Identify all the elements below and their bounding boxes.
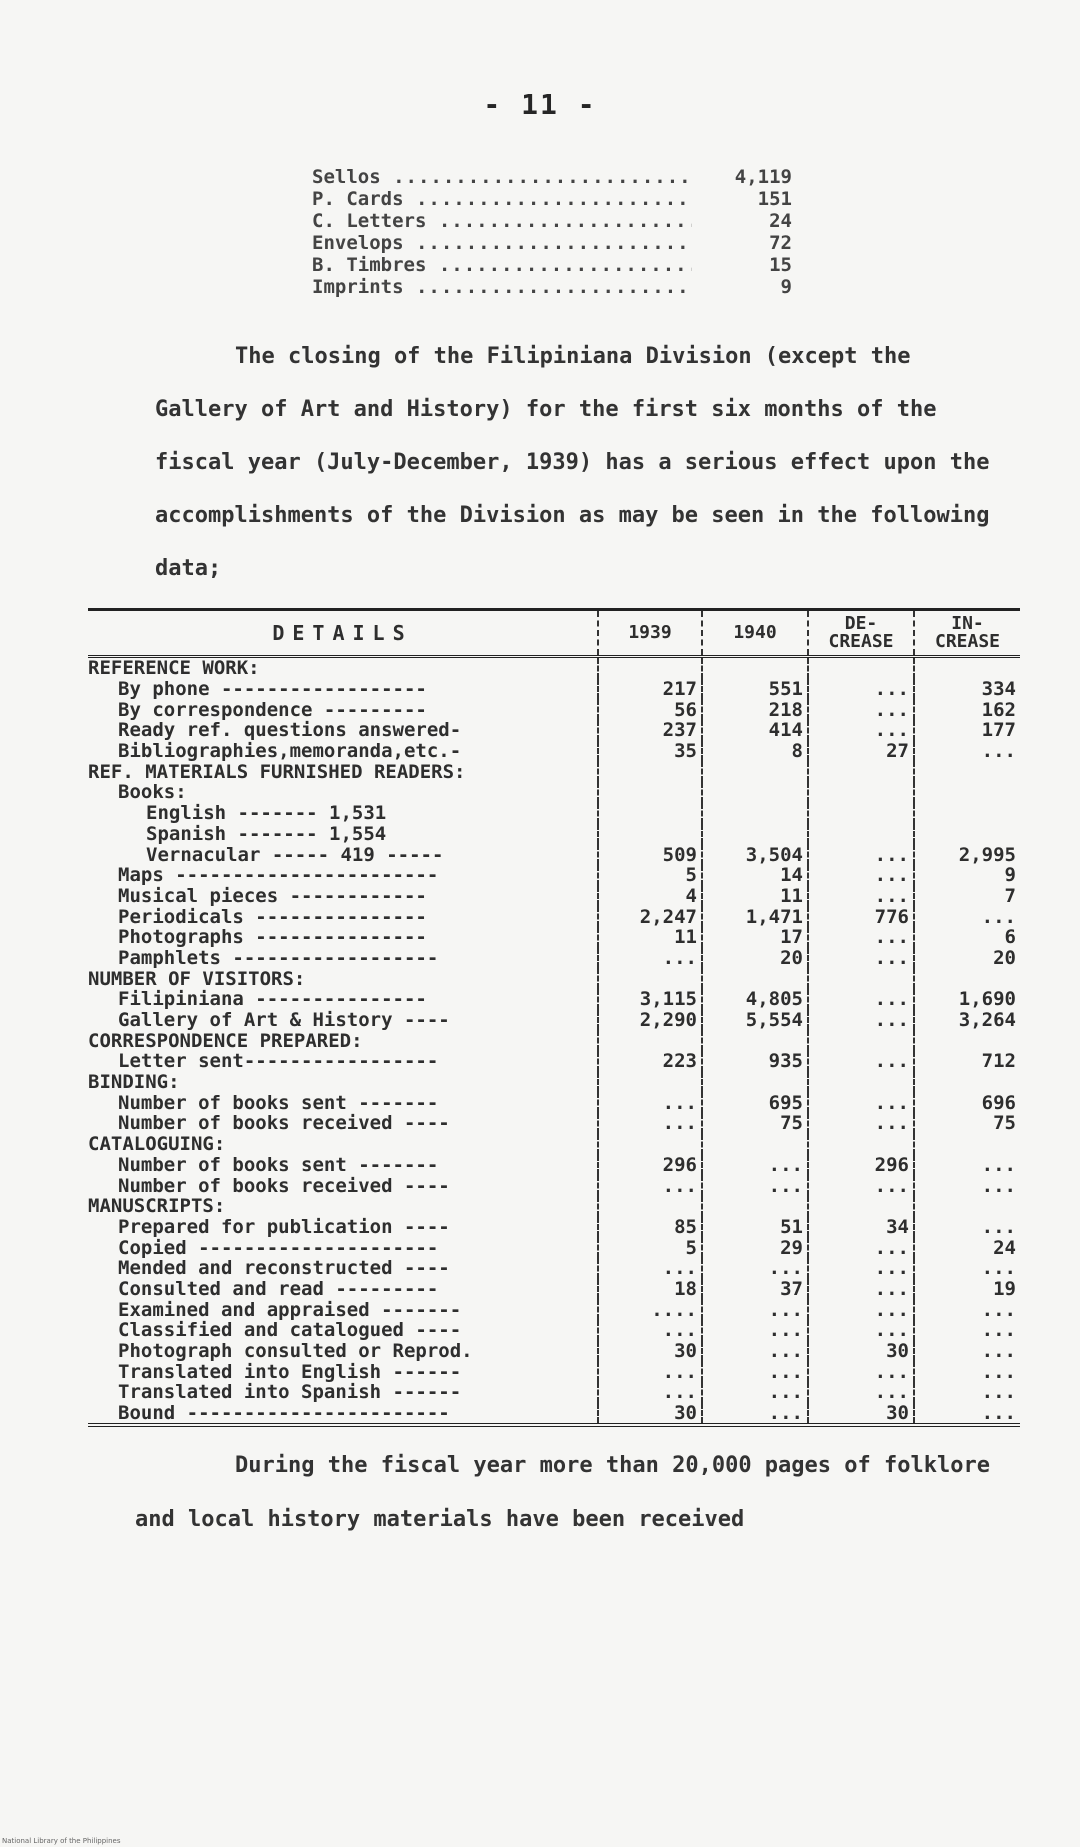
header-1940: 1940: [702, 610, 808, 657]
table-row: [88, 1258, 1020, 1279]
cell-decrease: ...: [808, 1175, 914, 1196]
cell-1939: 30: [598, 1403, 702, 1426]
table-row: [88, 1175, 1020, 1196]
inventory-label: P. Cards .....: [312, 188, 692, 210]
cell-1940: [702, 1134, 808, 1155]
cell-increase: ...: [914, 1217, 1020, 1238]
row-label: Letter sent-----------------: [118, 1051, 439, 1072]
cell-1939: [598, 657, 702, 679]
cell-1939: 11: [598, 927, 702, 948]
cell-increase: ...: [914, 1258, 1020, 1279]
cell-decrease: ...: [808, 1092, 914, 1113]
table-row: [88, 906, 1020, 927]
cell-1940: ...: [702, 1155, 808, 1176]
cell-decrease: ...: [808, 1051, 914, 1072]
cell-1939: [598, 1072, 702, 1093]
row-label: Bound -----------------------: [88, 1403, 598, 1426]
table-row: [88, 761, 1020, 782]
cell-1940: [702, 1072, 808, 1093]
cell-increase: ...: [914, 1320, 1020, 1341]
cell-1940: [702, 824, 808, 845]
cell-1939: 217: [598, 679, 702, 700]
cell-1940: 37: [702, 1279, 808, 1300]
inventory-value: 9: [780, 276, 792, 298]
cell-decrease: ...: [808, 720, 914, 741]
table-row: [88, 948, 1020, 969]
section-heading: CATALOGUING:: [88, 1133, 226, 1155]
header-increase: IN-CREASE: [914, 610, 1020, 657]
table-row: [88, 1072, 1020, 1093]
cell-1940: 414: [702, 720, 808, 741]
cell-decrease: [808, 824, 914, 845]
cell-increase: 75: [914, 1113, 1020, 1134]
cell-increase: [914, 968, 1020, 989]
row-label: Examined and appraised -------: [118, 1299, 462, 1320]
cell-1939: ...: [598, 948, 702, 969]
cell-1939: 2,247: [598, 906, 702, 927]
cell-decrease: [808, 1030, 914, 1051]
cell-1940: [702, 803, 808, 824]
cell-1939: 5: [598, 1237, 702, 1258]
section-heading: MANUSCRIPTS:: [88, 1195, 226, 1217]
row-label: Books:: [118, 782, 187, 803]
table-row: [88, 1196, 1020, 1217]
cell-increase: [914, 803, 1020, 824]
table-row: [88, 657, 1020, 679]
cell-1940: 695: [702, 1092, 808, 1113]
inventory-item: [312, 166, 792, 188]
row-label: Mended and reconstructed ----: [118, 1257, 450, 1279]
cell-increase: 162: [914, 699, 1020, 720]
cell-decrease: ...: [808, 1258, 914, 1279]
cell-increase: [914, 1196, 1020, 1217]
cell-decrease: ...: [808, 989, 914, 1010]
cell-1940: 1,471: [702, 906, 808, 927]
cell-decrease: 27: [808, 741, 914, 762]
cell-1939: 35: [598, 741, 702, 762]
table-row: [88, 1113, 1020, 1134]
cell-increase: ...: [914, 1341, 1020, 1362]
cell-1940: ...: [702, 1403, 808, 1426]
cell-1940: [702, 782, 808, 803]
cell-1940: 20: [702, 948, 808, 969]
cell-1939: 85: [598, 1217, 702, 1238]
cell-increase: 3,264: [914, 1010, 1020, 1031]
inventory-value: 24: [769, 210, 792, 232]
cell-1939: [598, 803, 702, 824]
table-row: [88, 803, 1020, 824]
row-label: Translated into English ------: [118, 1361, 462, 1383]
table-row: [88, 679, 1020, 700]
cell-increase: ...: [914, 906, 1020, 927]
cell-1939: 4: [598, 886, 702, 907]
cell-decrease: ...: [808, 1237, 914, 1258]
row-label: Number of books received ----: [118, 1175, 450, 1196]
cell-1940: 14: [702, 865, 808, 886]
cell-increase: 177: [914, 720, 1020, 741]
cell-1939: [598, 1030, 702, 1051]
header-decrease: DE-CREASE: [808, 610, 914, 657]
row-label: Filipiniana ---------------: [118, 989, 427, 1010]
table-row: [88, 1341, 1020, 1362]
cell-decrease: ...: [808, 1382, 914, 1403]
table-row: [88, 1134, 1020, 1155]
table-row: [88, 741, 1020, 762]
cell-1939: 2,290: [598, 1010, 702, 1031]
row-label: By phone ------------------: [118, 678, 427, 700]
inventory-item: [312, 210, 792, 232]
row-label: English ------- 1,531: [146, 802, 387, 824]
cell-1939: [598, 782, 702, 803]
cell-1939: [598, 1196, 702, 1217]
inventory-label: B. Timbres .....: [312, 254, 692, 276]
row-label: Ready ref. questions answered-: [118, 720, 462, 741]
section-heading: REF. MATERIALS FURNISHED READERS:: [88, 761, 466, 783]
section-heading: CORRESPONDENCE PREPARED:: [88, 1030, 363, 1052]
row-label: Number of books received ----: [118, 1113, 450, 1134]
cell-decrease: ...: [808, 1320, 914, 1341]
cell-decrease: ...: [808, 699, 914, 720]
table-row: [88, 1092, 1020, 1113]
cell-decrease: 30: [808, 1341, 914, 1362]
header-1939: 1939: [598, 610, 702, 657]
cell-increase: 712: [914, 1051, 1020, 1072]
cell-decrease: 776: [808, 906, 914, 927]
cell-increase: [914, 657, 1020, 679]
cell-1940: ...: [702, 1299, 808, 1320]
inventory-item: [312, 188, 792, 210]
cell-1940: 5,554: [702, 1010, 808, 1031]
cell-decrease: ...: [808, 679, 914, 700]
cell-1939: 509: [598, 844, 702, 865]
row-label: Number of books sent -------: [118, 1154, 439, 1176]
header-details: DETAILS: [88, 610, 598, 657]
cell-increase: [914, 824, 1020, 845]
table-row: [88, 1237, 1020, 1258]
cell-1939: [598, 968, 702, 989]
inventory-item: [312, 232, 792, 254]
cell-1940: 935: [702, 1051, 808, 1072]
page-number: - 11 -: [483, 88, 597, 121]
row-label: Prepared for publication ----: [118, 1216, 450, 1238]
inventory-label: Envelops .....: [312, 232, 692, 254]
cell-1940: 29: [702, 1237, 808, 1258]
table-row: [88, 1051, 1020, 1072]
cell-increase: 6: [914, 927, 1020, 948]
cell-decrease: ...: [808, 948, 914, 969]
cell-decrease: ...: [808, 927, 914, 948]
cell-decrease: 296: [808, 1155, 914, 1176]
cell-1940: 3,504: [702, 844, 808, 865]
cell-increase: ...: [914, 1175, 1020, 1196]
table-row: [88, 699, 1020, 720]
row-label: Photograph consulted or Reprod.: [118, 1340, 473, 1362]
cell-1939: 237: [598, 720, 702, 741]
cell-increase: [914, 782, 1020, 803]
table-row: [88, 1361, 1020, 1382]
table-header-row: [88, 610, 1020, 657]
table-row: [88, 782, 1020, 803]
cell-decrease: ...: [808, 1299, 914, 1320]
row-label: Number of books sent -------: [118, 1092, 439, 1114]
table-row: [88, 989, 1020, 1010]
cell-increase: 9: [914, 865, 1020, 886]
cell-1940: [702, 1030, 808, 1051]
cell-1939: ...: [598, 1113, 702, 1134]
section-heading: REFERENCE WORK:: [88, 657, 260, 679]
row-label: Translated into Spanish ------: [118, 1382, 462, 1403]
row-label: Periodicals ---------------: [118, 906, 427, 927]
cell-1939: 3,115: [598, 989, 702, 1010]
inventory-label: C. Letters .....: [312, 210, 692, 232]
cell-increase: [914, 761, 1020, 782]
table-row: [88, 720, 1020, 741]
cell-1939: ...: [598, 1361, 702, 1382]
table-row: [88, 1320, 1020, 1341]
inventory-item: [312, 254, 792, 276]
cell-1940: 551: [702, 679, 808, 700]
footer-credit: National Library of the Philippines: [2, 1837, 121, 1845]
cell-1940: 17: [702, 927, 808, 948]
inventory-value: 151: [757, 188, 792, 210]
cell-decrease: [808, 782, 914, 803]
table-row: [88, 865, 1020, 886]
cell-increase: 19: [914, 1279, 1020, 1300]
cell-increase: ...: [914, 1155, 1020, 1176]
cell-1940: 218: [702, 699, 808, 720]
table-row: [88, 1010, 1020, 1031]
cell-1940: 11: [702, 886, 808, 907]
table-row: [88, 1217, 1020, 1238]
cell-1939: [598, 761, 702, 782]
cell-1940: [702, 1196, 808, 1217]
cell-1940: ...: [702, 1175, 808, 1196]
cell-1939: [598, 824, 702, 845]
cell-decrease: ...: [808, 865, 914, 886]
cell-1939: ...: [598, 1258, 702, 1279]
inventory-list: [312, 166, 792, 298]
cell-1940: 51: [702, 1217, 808, 1238]
cell-decrease: [808, 968, 914, 989]
cell-decrease: [808, 803, 914, 824]
row-label: Copied ---------------------: [118, 1237, 439, 1258]
cell-increase: ...: [914, 1403, 1020, 1426]
cell-increase: 1,690: [914, 989, 1020, 1010]
cell-1939: ...: [598, 1175, 702, 1196]
cell-1939: 223: [598, 1051, 702, 1072]
cell-increase: ...: [914, 1382, 1020, 1403]
section-heading: NUMBER OF VISITORS:: [88, 968, 306, 989]
cell-increase: 696: [914, 1092, 1020, 1113]
table-row: [88, 1403, 1020, 1426]
cell-decrease: [808, 1196, 914, 1217]
cell-1940: [702, 657, 808, 679]
cell-1940: ...: [702, 1382, 808, 1403]
table-row: [88, 968, 1020, 989]
paragraph-closing-notice: The closing of the Filipiniana Division (except the Gallery of Art and History) for the first six months of the fiscal year (July-December, 1939) has a serious effect upon the accomplishments of the Division as may be seen in the following data;: [155, 344, 990, 581]
cell-decrease: [808, 1134, 914, 1155]
cell-1940: 75: [702, 1113, 808, 1134]
table-row: [88, 886, 1020, 907]
inventory-value: 4,119: [734, 166, 792, 188]
row-label: Classified and catalogued ----: [118, 1320, 462, 1341]
cell-decrease: 34: [808, 1217, 914, 1238]
cell-increase: ...: [914, 1361, 1020, 1382]
cell-1940: 8: [702, 741, 808, 762]
inventory-label: Sellos .....: [312, 166, 692, 188]
cell-decrease: ...: [808, 1279, 914, 1300]
table-row: [88, 1155, 1020, 1176]
cell-increase: 20: [914, 948, 1020, 969]
row-label: Photographs ---------------: [118, 926, 427, 948]
cell-increase: ...: [914, 741, 1020, 762]
cell-decrease: 30: [808, 1403, 914, 1426]
cell-1939: 296: [598, 1155, 702, 1176]
inventory-value: 72: [769, 232, 792, 254]
cell-1940: ...: [702, 1341, 808, 1362]
cell-1939: 5: [598, 865, 702, 886]
table-row: [88, 1299, 1020, 1320]
row-label: By correspondence ---------: [118, 699, 427, 721]
row-label: Consulted and read ---------: [118, 1278, 439, 1300]
table-row: [88, 1279, 1020, 1300]
cell-increase: ...: [914, 1299, 1020, 1320]
cell-decrease: ...: [808, 1010, 914, 1031]
cell-1940: [702, 761, 808, 782]
cell-decrease: ...: [808, 844, 914, 865]
inventory-value: 15: [769, 254, 792, 276]
cell-increase: [914, 1072, 1020, 1093]
row-label: Vernacular ----- 419 -----: [146, 844, 444, 865]
cell-increase: [914, 1134, 1020, 1155]
row-label: Pamphlets ------------------: [118, 947, 439, 969]
cell-1939: 56: [598, 699, 702, 720]
cell-decrease: [808, 657, 914, 679]
section-heading: BINDING:: [88, 1071, 180, 1093]
table-row: [88, 1382, 1020, 1403]
cell-increase: 7: [914, 886, 1020, 907]
cell-1939: [598, 1134, 702, 1155]
table-row: [88, 824, 1020, 845]
cell-decrease: [808, 1072, 914, 1093]
row-label: Musical pieces ------------: [118, 885, 427, 907]
paragraph-fiscal-year: During the fiscal year more than 20,000 pages of folklore and local history materials have been received: [135, 1453, 990, 1532]
cell-decrease: ...: [808, 1113, 914, 1134]
accomplishments-table: [88, 608, 1020, 1427]
cell-1940: ...: [702, 1320, 808, 1341]
row-label: Bibliographies,memoranda,etc.-: [118, 740, 462, 762]
cell-1940: ...: [702, 1258, 808, 1279]
table-row: [88, 1030, 1020, 1051]
table-body: [88, 657, 1020, 1426]
cell-increase: 24: [914, 1237, 1020, 1258]
cell-decrease: [808, 761, 914, 782]
cell-decrease: ...: [808, 886, 914, 907]
table-row: [88, 927, 1020, 948]
table-row: [88, 844, 1020, 865]
row-label: Gallery of Art & History ----: [118, 1009, 450, 1031]
cell-1940: ...: [702, 1361, 808, 1382]
row-label: Maps -----------------------: [118, 864, 439, 886]
cell-increase: 2,995: [914, 844, 1020, 865]
cell-decrease: ...: [808, 1361, 914, 1382]
cell-1939: 30: [598, 1341, 702, 1362]
cell-increase: 334: [914, 679, 1020, 700]
cell-1939: ...: [598, 1092, 702, 1113]
row-label: Spanish ------- 1,554: [146, 823, 387, 845]
cell-increase: [914, 1030, 1020, 1051]
cell-1940: [702, 968, 808, 989]
cell-1939: ....: [598, 1299, 702, 1320]
inventory-label: Imprints .....: [312, 276, 692, 298]
cell-1940: 4,805: [702, 989, 808, 1010]
cell-1939: ...: [598, 1320, 702, 1341]
cell-1939: 18: [598, 1279, 702, 1300]
inventory-item: [312, 276, 792, 298]
cell-1939: ...: [598, 1382, 702, 1403]
